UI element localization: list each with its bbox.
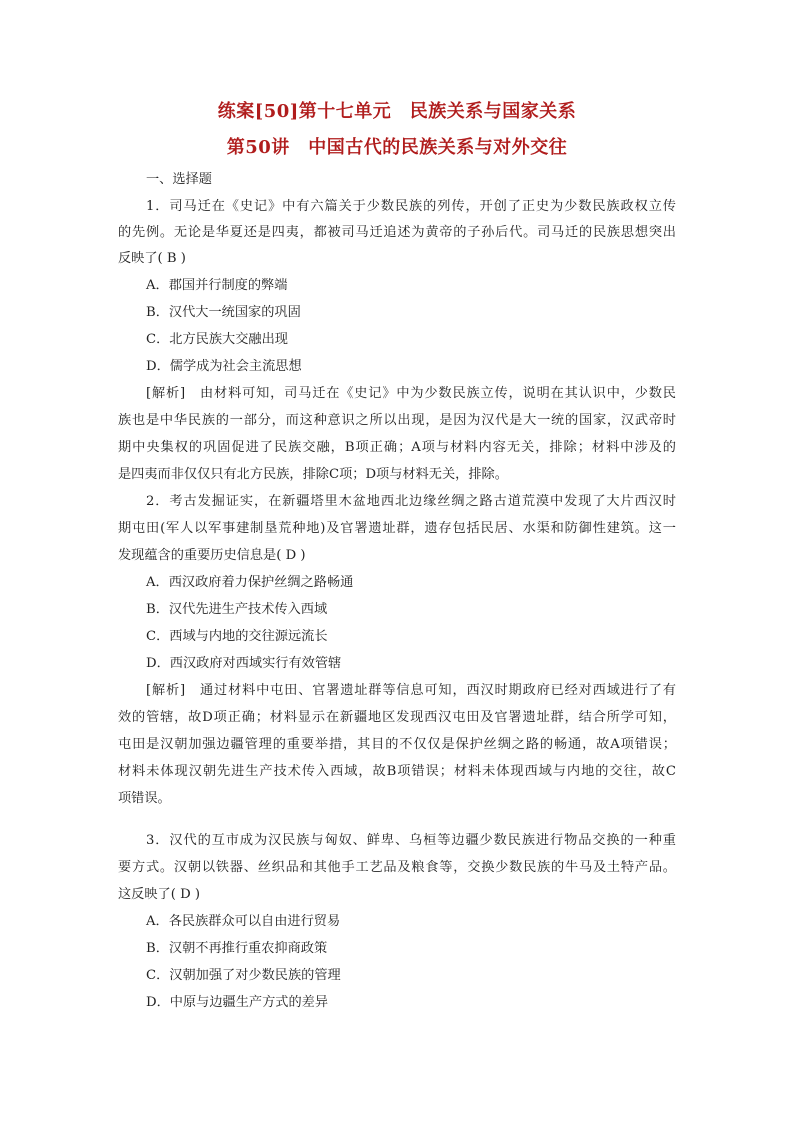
analysis-line: 材料未体现汉朝先进生产技术传入西域，故B项错误；材料未体现西域与内地的交往，故C: [118, 764, 676, 779]
analysis-line: 屯田是汉朝加强边疆管理的重要举措，其目的不仅仅是保护丝绸之路的畅通，故A项错误；: [118, 737, 676, 752]
option-c: C．西域与内地的交往源远流长: [146, 629, 328, 644]
analysis-line: [解析] 由材料可知，司马迁在《史记》中为少数民族立传，说明在其认识中，少数民: [146, 386, 676, 401]
document-title-unit: 练案[50]第十七单元 民族关系与国家关系: [217, 101, 577, 122]
question-stem-line: 1．司马迁在《史记》中有六篇关于少数民族的列传，开创了正史为少数民族政权立传: [146, 199, 676, 214]
option-b: B．汉代先进生产技术传入西域: [146, 602, 328, 617]
option-d: D．西汉政府对西域实行有效管辖: [146, 656, 342, 671]
section-heading: 一、选择题: [146, 172, 212, 187]
analysis-line: 效的管辖，故D项正确；材料显示在新疆地区发现西汉屯田及官署遗址群，结合所学可知，: [118, 710, 676, 725]
analysis-line: 期中央集权的巩固促进了民族交融，B项正确；A项与材料内容无关，排除；材料中涉及的: [118, 440, 676, 455]
analysis-line: [解析] 通过材料中屯田、官署遗址群等信息可知，西汉时期政府已经对西域进行了有: [146, 683, 676, 698]
option-a: A．西汉政府着力保护丝绸之路畅通: [146, 575, 354, 590]
question-stem-line: 要方式。汉朝以铁器、丝织品和其他手工艺品及粮食等，交换少数民族的牛马及土特产品。: [118, 860, 676, 875]
option-c: C．汉朝加强了对少数民族的管理: [146, 968, 341, 983]
option-d: D．中原与边疆生产方式的差异: [146, 995, 329, 1010]
option-d: D．儒学成为社会主流思想: [146, 359, 302, 374]
question-stem-line: 3．汉代的互市成为汉民族与匈奴、鲜卑、乌桓等边疆少数民族进行物品交换的一种重: [146, 833, 676, 848]
option-b: B．汉朝不再推行重农抑商政策: [146, 941, 328, 956]
question-stem-line: 反映了( B ): [118, 251, 186, 266]
analysis-line: 是四夷而非仅仅只有北方民族，排除C项；D项与材料无关，排除。: [118, 467, 508, 482]
document-title-lesson: 第50讲 中国古代的民族关系与对外交往: [226, 137, 568, 158]
question-stem-line: 这反映了( D ): [118, 887, 200, 902]
analysis-line: 项错误。: [118, 791, 171, 806]
option-a: A．郡国并行制度的弊端: [146, 278, 288, 293]
option-c: C．北方民族大交融出现: [146, 332, 288, 347]
question-stem-line: 的先例。无论是华夏还是四夷，都被司马迁追述为黄帝的子孙后代。司马迁的民族思想突出: [118, 225, 676, 240]
question-stem-line: 发现蕴含的重要历史信息是( D ): [118, 548, 306, 563]
option-b: B．汉代大一统国家的巩固: [146, 305, 301, 320]
option-a: A．各民族群众可以自由进行贸易: [146, 914, 341, 929]
question-stem-line: 期屯田(军人以军事建制垦荒种地)及官署遗址群，遗存包括民居、水渠和防御性建筑。这一: [118, 521, 676, 536]
question-stem-line: 2．考古发掘证实，在新疆塔里木盆地西北边缘丝绸之路古道荒漠中发现了大片西汉时: [146, 494, 676, 509]
analysis-line: 族也是中华民族的一部分，而这种意识之所以出现，是因为汉代是大一统的国家，汉武帝时: [118, 413, 676, 428]
